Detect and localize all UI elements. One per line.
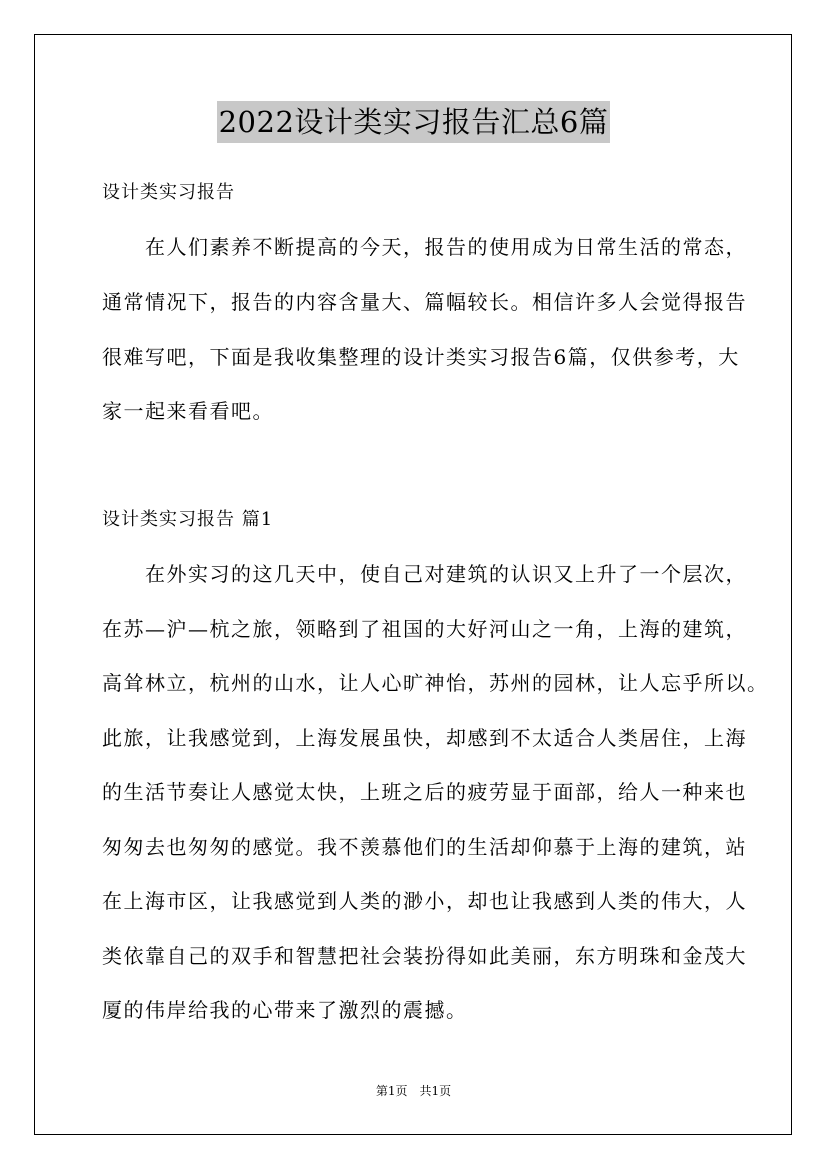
- paragraph-line: 在苏—沪—杭之旅，领略到了祖国的大好河山之一角，上海的建筑，: [102, 617, 747, 641]
- paragraph-line: 很难写吧，下面是我收集整理的设计类实习报告6篇，仅供参考，大: [102, 345, 740, 369]
- title-wrap: [0, 101, 827, 143]
- paragraph-line: 厦的伟岸给我的心带来了激烈的震撼。: [102, 998, 468, 1022]
- paragraph-line: 类依靠自己的双手和智慧把社会装扮得如此美丽，东方明珠和金茂大: [102, 944, 747, 968]
- section-heading-1: 设计类实习报告 篇1: [102, 509, 274, 530]
- section-heading-intro: 设计类实习报告: [102, 182, 235, 203]
- paragraph-line: 此旅，让我感觉到，上海发展虽快，却感到不太适合人类居住，上海: [102, 726, 747, 750]
- paragraph-line: 的生活节奏让人感觉太快，上班之后的疲劳显于面部，给人一种来也: [102, 780, 747, 804]
- paragraph-line: 家一起来看看吧。: [102, 399, 274, 423]
- paragraph-line: 在上海市区，让我感觉到人类的渺小，却也让我感到人类的伟大，人: [102, 889, 747, 913]
- paragraph-line: 在人们素养不断提高的今天，报告的使用成为日常生活的常态，: [102, 235, 747, 259]
- paragraph-line: 匆匆去也匆匆的感觉。我不羡慕他们的生活却仰慕于上海的建筑，站: [102, 835, 747, 859]
- page-footer: 第1页 共1页: [375, 1084, 452, 1098]
- paragraph-line: 高耸林立，杭州的山水，让人心旷神怡，苏州的园林，让人忘乎所以。: [102, 671, 769, 695]
- document-title: 2022设计类实习报告汇总6篇: [217, 101, 611, 143]
- paragraph-line: 在外实习的这几天中，使自己对建筑的认识又上升了一个层次，: [102, 562, 747, 586]
- paragraph-line: 通常情况下，报告的内容含量大、篇幅较长。相信许多人会觉得报告: [102, 290, 747, 314]
